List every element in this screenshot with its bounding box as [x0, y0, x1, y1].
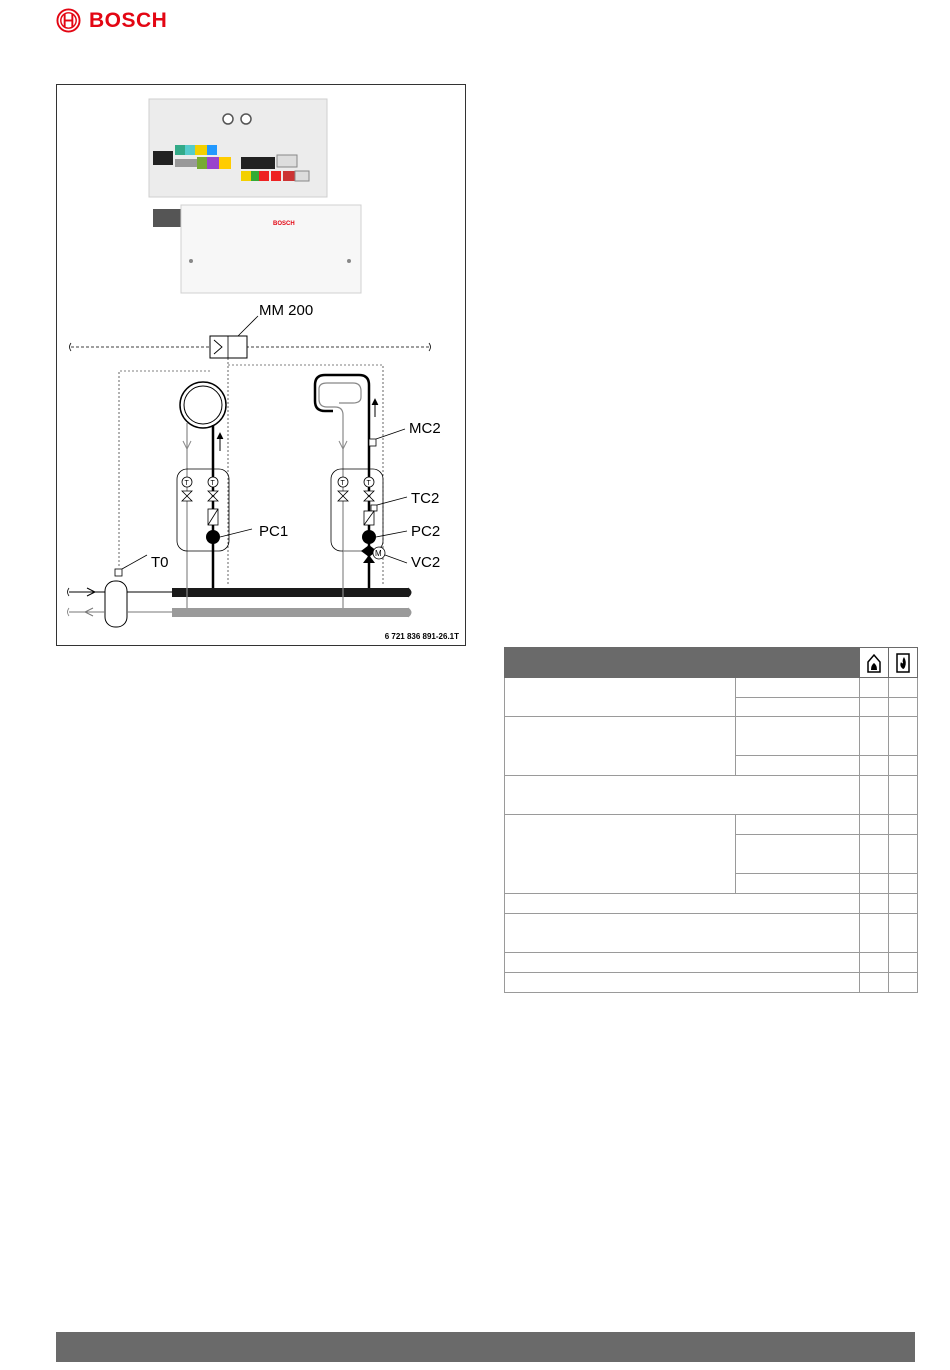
module-photo — [149, 99, 361, 293]
brand-name: BOSCH — [89, 8, 168, 32]
svg-text:BOSCH: BOSCH — [273, 221, 295, 227]
table-row — [505, 717, 918, 756]
svg-text:T: T — [184, 480, 189, 487]
system-diagram-figure — [56, 84, 466, 646]
table-row — [505, 914, 918, 953]
table-row — [505, 776, 918, 815]
figure-reference-code: 6 721 836 891-26.1T — [384, 632, 459, 641]
house-heating-icon — [866, 652, 882, 674]
table-header-title — [505, 648, 860, 678]
label-mm200: MM 200 — [259, 302, 314, 319]
label-mc2: MC2 — [409, 420, 441, 437]
header-icon-cell — [889, 648, 918, 678]
svg-text:T: T — [340, 480, 345, 487]
label-vc2: VC2 — [411, 554, 441, 571]
table-row — [505, 953, 918, 973]
label-tc2: TC2 — [411, 490, 440, 507]
header-icon-cell — [860, 648, 889, 678]
svg-text:T: T — [366, 480, 371, 487]
table-header-row — [505, 648, 918, 678]
flame-icon — [896, 652, 910, 674]
label-pc2: PC2 — [411, 523, 441, 540]
table-row — [505, 815, 918, 835]
hydraulic-diagram — [57, 85, 467, 647]
table-row — [505, 894, 918, 914]
brand-header — [56, 8, 167, 33]
label-pc1: PC1 — [259, 523, 289, 540]
svg-text:T: T — [210, 480, 215, 487]
svg-text:M: M — [375, 549, 382, 558]
compatibility-table — [504, 647, 918, 993]
bosch-armature-icon — [56, 8, 81, 33]
table-row — [505, 678, 918, 698]
label-t0: T0 — [151, 554, 169, 571]
table-row — [505, 973, 918, 993]
footer-bar — [56, 1332, 915, 1362]
